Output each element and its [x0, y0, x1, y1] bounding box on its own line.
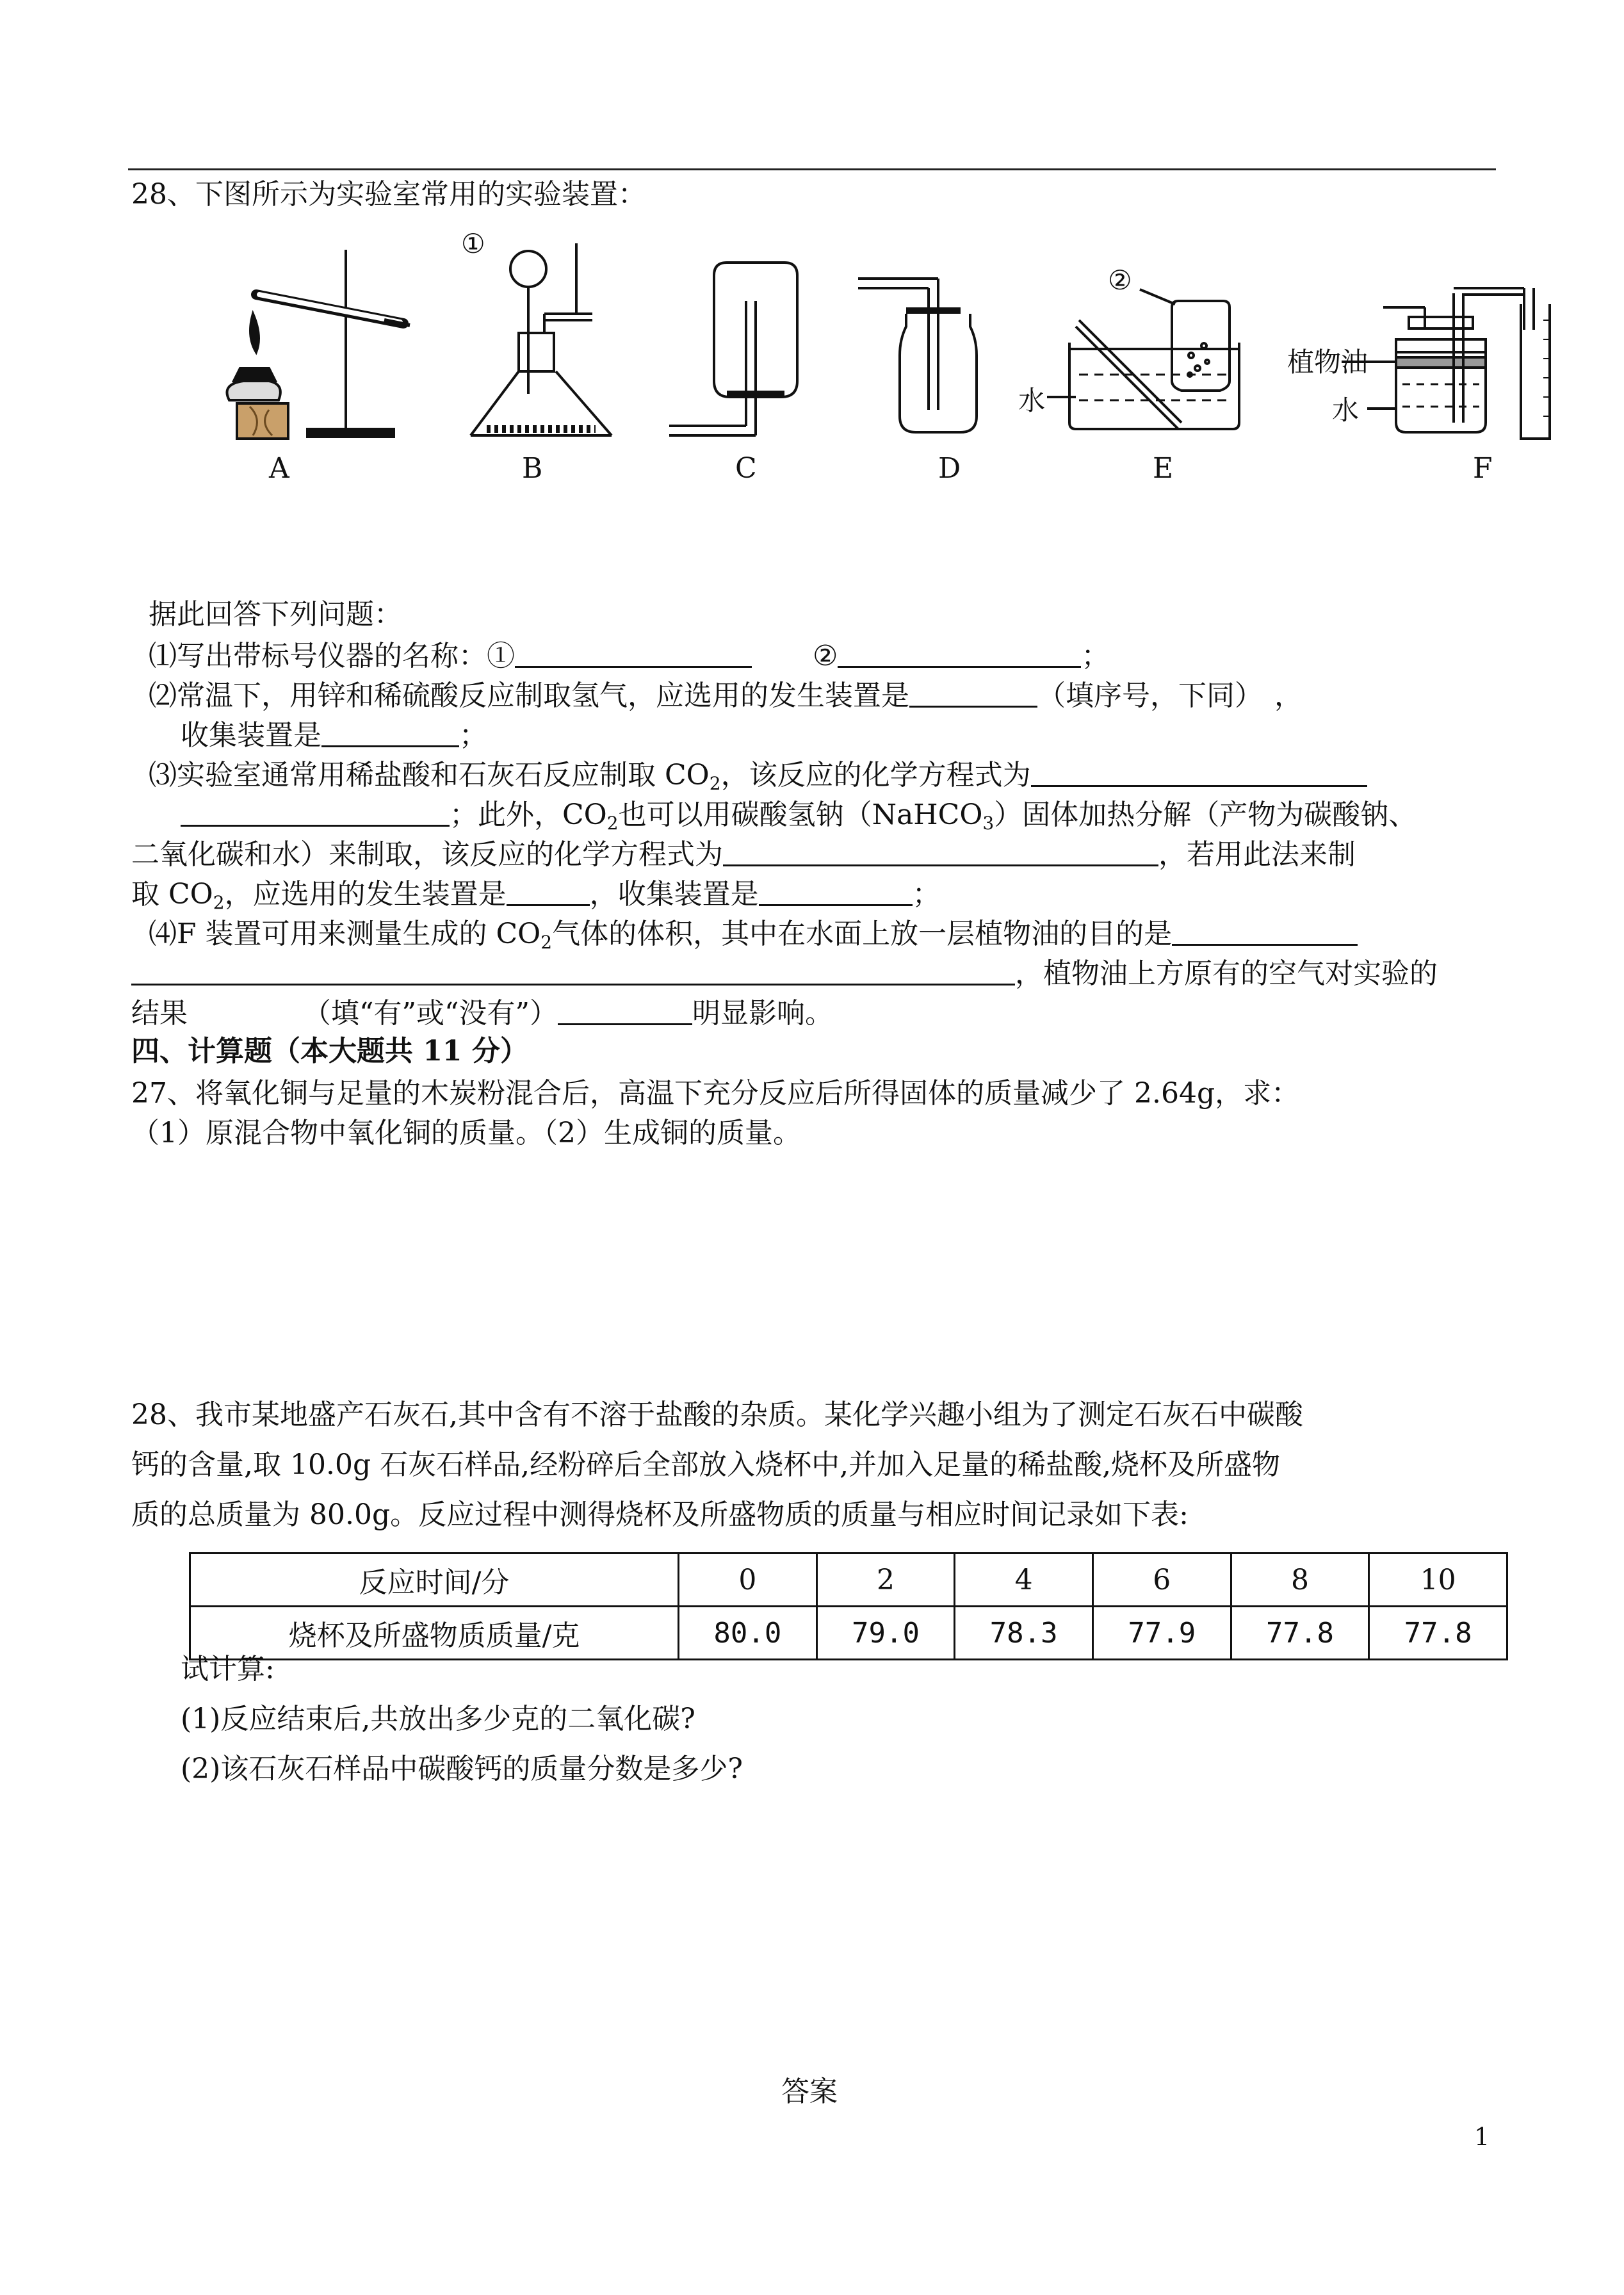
table-cell: 8	[1231, 1553, 1369, 1607]
table-cell: 10	[1369, 1553, 1507, 1607]
q28a-part3-line1: ⑶实验室通常用稀盐酸和石灰石反应制取 $CO_2$，该反应的化学方程式为	[149, 759, 1367, 790]
top-rule	[128, 168, 1496, 170]
table-cell: 2	[816, 1553, 955, 1607]
q28a-part3-line2: ；此外，$CO_2$也可以用碳酸氢钠（NaHCO$_3$）固体加热分解（产物为碳酸钠、	[181, 799, 1417, 829]
table-header-mass: 烧杯及所盛物质质量/克	[190, 1607, 679, 1660]
page-number: 1	[1474, 2123, 1490, 2151]
oil-label-f: 植物油	[1287, 346, 1368, 378]
apparatus-c	[669, 263, 797, 435]
section-4-heading: 四、计算题（本大题共 11 分）	[131, 1035, 528, 1067]
table-cell: 79.0	[816, 1607, 955, 1660]
reaction-data-table	[189, 1552, 1508, 1660]
table-cell: 77.9	[1092, 1607, 1231, 1660]
apparatus-f	[1342, 288, 1550, 439]
apparatus-e	[1047, 289, 1239, 429]
table-cell: 0	[679, 1553, 817, 1607]
apparatus-d	[858, 279, 977, 432]
water-label-f: 水	[1332, 394, 1360, 426]
q28a-part3-line4: 取 $CO_2$，应选用的发生装置是 ，收集装置是 ；	[131, 878, 941, 913]
q28a-part4-line3: 结果 （填“有”或“没有”） 明显影响。	[131, 997, 833, 1030]
water-label-e: 水	[1018, 385, 1046, 416]
q28a-intro: 据此回答下列问题：	[149, 598, 402, 631]
q28b-try: 试计算:	[181, 1653, 275, 1685]
q27-line2: （1）原混合物中氧化铜的质量。（2）生成铜的质量。	[131, 1117, 801, 1149]
q27-line1: 27、将氧化铜与足量的木炭粉混合后，高温下充分反应后所得固体的质量减少了 2.64g，求：	[131, 1077, 1300, 1110]
q28b-line1: 28、我市某地盛产石灰石,其中含有不溶于盐酸的杂质。某化学兴趣小组为了测定石灰石中碳酸	[131, 1399, 1303, 1431]
table-cell: 77.8	[1369, 1607, 1507, 1660]
label-e: E	[1153, 452, 1174, 485]
table-cell: 4	[955, 1553, 1093, 1607]
q28a-part4-line1: ⑷F 装置可用来测量生成的 $CO_2$气体的体积，其中在水面上放一层植物油的目的是	[149, 918, 1358, 948]
table-cell: 77.8	[1231, 1607, 1369, 1660]
q28a-title: 28、下图所示为实验室常用的实验装置：	[131, 178, 646, 211]
q28a-part2: ⑵常温下，用锌和稀硫酸反应制取氢气，应选用的发生装置是 （填序号，下同） ，	[149, 679, 1303, 712]
table-row	[190, 1553, 1507, 1607]
lab-apparatus-figure	[0, 218, 1624, 487]
table-cell: 6	[1092, 1553, 1231, 1607]
label-b: B	[522, 452, 543, 485]
marker-1: ①	[461, 228, 485, 259]
apparatus-b	[471, 243, 612, 435]
q28a-part2-collect: 收集装置是 ；	[181, 719, 487, 752]
q28b-line2: 钙的含量,取 10.0g 石灰石样品,经粉碎后全部放入烧杯中,并加入足量的稀盐酸,烧杯及所盛物	[131, 1448, 1281, 1481]
label-f: F	[1473, 452, 1493, 485]
label-c: C	[735, 452, 757, 485]
q28a-part1: ⑴写出带标号仪器的名称：① ② ；	[149, 640, 1110, 672]
table-header-time: 反应时间/分	[190, 1553, 679, 1607]
q28b-sub1: (1)反应结束后,共放出多少克的二氧化碳?	[181, 1703, 695, 1735]
q28a-part3-line3: 二氧化碳和水）来制取，该反应的化学方程式为 ，若用此法来制	[131, 838, 1356, 871]
q28a-part4-line2: ，植物油上方原有的空气对实验的	[131, 958, 1438, 988]
answer-heading: 答案	[781, 2075, 838, 2108]
marker-2: ②	[1108, 264, 1132, 296]
table-cell: 80.0	[679, 1607, 817, 1660]
table-cell: 78.3	[955, 1607, 1093, 1660]
apparatus-a	[227, 250, 410, 439]
table-row	[190, 1607, 1507, 1660]
label-d: D	[938, 452, 961, 485]
q28b-sub2: (2)该石灰石样品中碳酸钙的质量分数是多少?	[181, 1753, 743, 1785]
q28b-line3: 质的总质量为 80.0g。反应过程中测得烧杯及所盛物质的质量与相应时间记录如下表:	[131, 1498, 1189, 1531]
label-a: A	[269, 452, 289, 485]
